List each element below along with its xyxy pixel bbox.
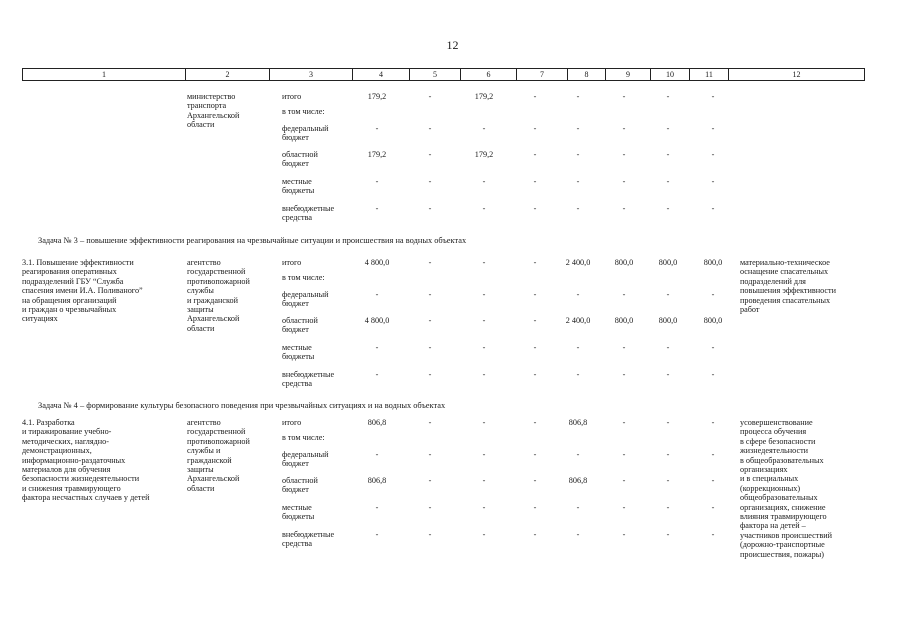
block-2-row-label: внебюджетные средства bbox=[282, 370, 335, 389]
block-2-value-cell: - bbox=[428, 258, 432, 267]
block-2-value-cell: - bbox=[622, 370, 626, 379]
block-2-value-cell: 800,0 bbox=[614, 258, 634, 267]
header-cell-6: 6 bbox=[461, 69, 517, 81]
block-2-value-cell: - bbox=[428, 316, 432, 325]
block-3-value-cell: - bbox=[533, 418, 537, 427]
block-1-value-cell: - bbox=[375, 204, 379, 213]
block-3-value-cell: - bbox=[428, 530, 432, 539]
block-2-result: материально-техническое оснащение спасательных подразделений для повышения эффективности проведения спасательных работ bbox=[740, 258, 836, 315]
block-3-value-cell: - bbox=[711, 530, 715, 539]
block-1-value-cell: - bbox=[622, 177, 626, 186]
block-3-value-cell: - bbox=[622, 418, 626, 427]
block-3-value-cell: - bbox=[375, 503, 379, 512]
block-2-row-label: местные бюджеты bbox=[282, 343, 315, 362]
block-1-value-cell: - bbox=[482, 124, 486, 133]
block-3-value-cell: - bbox=[666, 530, 670, 539]
block-2-value-cell: 800,0 bbox=[703, 258, 723, 267]
block-3-value-cell: 806,8 bbox=[367, 476, 387, 485]
block-2-responsible: агентство государственной противопожарной службы и гражданской защиты Архангельской области bbox=[187, 258, 250, 333]
block-1-value-cell: - bbox=[576, 92, 580, 101]
header-cell-2: 2 bbox=[186, 69, 270, 81]
block-3-value-cell: - bbox=[711, 418, 715, 427]
block-2-value-cell: 4 800,0 bbox=[364, 316, 390, 325]
block-1-value-cell: - bbox=[533, 204, 537, 213]
block-2-value-cell: - bbox=[428, 343, 432, 352]
block-1-value-cell: - bbox=[428, 124, 432, 133]
block-3-value-cell: - bbox=[482, 530, 486, 539]
block-3-value-cell: - bbox=[482, 503, 486, 512]
block-1-value-cell: - bbox=[576, 124, 580, 133]
block-3-value-cell: - bbox=[533, 503, 537, 512]
block-2-value-cell: - bbox=[666, 290, 670, 299]
block-3-result: усовершенствование процесса обучения в сфере безопасности жизнедеятельности в общеобразовательных организациях и в специальных (коррекционных) общеобразовательных организациях, снижение влияния травмирующего фактора на детей – участников происшествий (дорожно-транспортные происшествия, пожары) bbox=[740, 418, 832, 559]
block-2-value-cell: - bbox=[375, 343, 379, 352]
block-1-value-cell: - bbox=[666, 150, 670, 159]
column-number-header bbox=[22, 68, 865, 81]
header-cell-3: 3 bbox=[270, 69, 353, 81]
block-2-value-cell: - bbox=[576, 343, 580, 352]
block-2-row-label: итого bbox=[282, 258, 302, 267]
block-3-value-cell: - bbox=[666, 450, 670, 459]
block-3-value-cell: - bbox=[533, 530, 537, 539]
block-3-row-label: внебюджетные средства bbox=[282, 530, 335, 549]
block-1-value-cell: - bbox=[533, 124, 537, 133]
block-2-value-cell: - bbox=[482, 316, 486, 325]
header-cell-10: 10 bbox=[651, 69, 690, 81]
block-2-value-cell: - bbox=[428, 370, 432, 379]
block-3-value-cell: - bbox=[666, 418, 670, 427]
block-1-value-cell: - bbox=[622, 92, 626, 101]
block-3-value-cell: - bbox=[482, 476, 486, 485]
block-1-value-cell: - bbox=[576, 204, 580, 213]
block-2-value-cell: - bbox=[533, 290, 537, 299]
task-3-heading: Задача № 3 – повышение эффективности реагирования на чрезвычайные ситуации и происшествия на водных объектах bbox=[38, 236, 467, 245]
block-3-value-cell: - bbox=[482, 450, 486, 459]
block-1-value-cell: - bbox=[711, 92, 715, 101]
block-1-value-cell: - bbox=[576, 177, 580, 186]
block-1-row-label: местные бюджеты bbox=[282, 177, 315, 196]
block-1-value-cell: - bbox=[533, 150, 537, 159]
block-1-row-label: федеральный бюджет bbox=[282, 124, 329, 143]
block-3-value-cell: - bbox=[533, 476, 537, 485]
block-1-value-cell: - bbox=[666, 124, 670, 133]
block-2-row-label: в том числе: bbox=[282, 273, 325, 282]
header-cell-12: 12 bbox=[729, 69, 865, 81]
block-1-value-cell: - bbox=[666, 177, 670, 186]
block-2-value-cell: - bbox=[482, 343, 486, 352]
block-3-value-cell: - bbox=[622, 476, 626, 485]
header-cell-9: 9 bbox=[606, 69, 651, 81]
task-4-heading: Задача № 4 – формирование культуры безопасного поведения при чрезвычайных ситуациях и на водных объектах bbox=[38, 401, 446, 410]
block-1-value-cell: - bbox=[711, 150, 715, 159]
block-2-value-cell: - bbox=[576, 370, 580, 379]
block-1-value-cell: - bbox=[482, 177, 486, 186]
block-2-value-cell: 4 800,0 bbox=[364, 258, 390, 267]
block-3-value-cell: - bbox=[666, 503, 670, 512]
block-2-value-cell: - bbox=[482, 290, 486, 299]
block-3-value-cell: - bbox=[428, 450, 432, 459]
block-1-value-cell: 179,2 bbox=[474, 150, 494, 159]
block-2-value-cell: - bbox=[666, 343, 670, 352]
block-3-value-cell: - bbox=[622, 530, 626, 539]
block-2-value-cell: - bbox=[482, 258, 486, 267]
block-3-value-cell: - bbox=[375, 450, 379, 459]
block-3-value-cell: - bbox=[711, 503, 715, 512]
block-3-value-cell: - bbox=[428, 503, 432, 512]
block-1-row-label: внебюджетные средства bbox=[282, 204, 335, 223]
block-1-value-cell: 179,2 bbox=[367, 92, 387, 101]
block-2-value-cell: - bbox=[622, 290, 626, 299]
block-3-row-label: федеральный бюджет bbox=[282, 450, 329, 469]
block-1-value-cell: - bbox=[622, 150, 626, 159]
block-1-value-cell: - bbox=[428, 204, 432, 213]
block-1-value-cell: - bbox=[533, 177, 537, 186]
page-number: 12 bbox=[446, 38, 459, 52]
block-2-value-cell: - bbox=[375, 290, 379, 299]
block-2-value-cell: - bbox=[711, 343, 715, 352]
header-cell-7: 7 bbox=[517, 69, 568, 81]
block-1-value-cell: - bbox=[428, 177, 432, 186]
block-2-value-cell: 2 400,0 bbox=[565, 258, 591, 267]
block-1-value-cell: - bbox=[482, 204, 486, 213]
block-3-value-cell: - bbox=[533, 450, 537, 459]
block-1-value-cell: - bbox=[666, 204, 670, 213]
block-3-value-cell: - bbox=[576, 530, 580, 539]
block-2-value-cell: - bbox=[576, 290, 580, 299]
block-3-value-cell: - bbox=[666, 476, 670, 485]
block-1-value-cell: - bbox=[622, 124, 626, 133]
block-1-value-cell: - bbox=[533, 92, 537, 101]
block-1-row-label: областной бюджет bbox=[282, 150, 318, 169]
block-2-value-cell: - bbox=[428, 290, 432, 299]
block-2-value-cell: - bbox=[711, 370, 715, 379]
block-2-value-cell: - bbox=[533, 258, 537, 267]
block-2-value-cell: - bbox=[533, 370, 537, 379]
block-2-event-name: 3.1. Повышение эффективности реагирования оперативных подразделений ГБУ “Служба спасения имени И.А. Поливаного” на обращения организаций и граждан о чрезвычайных ситуациях bbox=[22, 258, 143, 324]
block-2-value-cell: - bbox=[533, 316, 537, 325]
header-cell-8: 8 bbox=[568, 69, 606, 81]
block-2-value-cell: 800,0 bbox=[658, 316, 678, 325]
block-1-value-cell: - bbox=[428, 92, 432, 101]
block-2-row-label: федеральный бюджет bbox=[282, 290, 329, 309]
block-3-row-label: в том числе: bbox=[282, 433, 325, 442]
block-1-value-cell: - bbox=[576, 150, 580, 159]
block-1-row-label: итого bbox=[282, 92, 302, 101]
block-1-value-cell: 179,2 bbox=[367, 150, 387, 159]
block-2-value-cell: 800,0 bbox=[614, 316, 634, 325]
block-3-value-cell: - bbox=[711, 476, 715, 485]
block-3-value-cell: - bbox=[622, 450, 626, 459]
block-2-value-cell: - bbox=[533, 343, 537, 352]
header-cell-4: 4 bbox=[353, 69, 410, 81]
block-3-responsible: агентство государственной противопожарной службы и гражданской защиты Архангельской области bbox=[187, 418, 250, 493]
block-1-value-cell: - bbox=[711, 177, 715, 186]
block-3-value-cell: - bbox=[428, 476, 432, 485]
block-3-value-cell: 806,8 bbox=[568, 476, 588, 485]
block-1-value-cell: - bbox=[711, 204, 715, 213]
block-3-value-cell: 806,8 bbox=[367, 418, 387, 427]
header-row bbox=[23, 69, 865, 81]
block-2-value-cell: 800,0 bbox=[703, 316, 723, 325]
block-3-value-cell: - bbox=[482, 418, 486, 427]
block-3-row-label: итого bbox=[282, 418, 302, 427]
header-cell-1: 1 bbox=[23, 69, 186, 81]
block-1-value-cell: - bbox=[711, 124, 715, 133]
block-2-value-cell: 800,0 bbox=[658, 258, 678, 267]
block-3-event-name: 4.1. Разработка и тиражирование учебно- методических, наглядно- демонстрационных, информационно-раздаточных материалов для обучения безопасности жизнедеятельности и снижения травмирующего фактора несчастных случаев у детей bbox=[22, 418, 150, 503]
block-2-value-cell: 2 400,0 bbox=[565, 316, 591, 325]
block-3-value-cell: - bbox=[428, 418, 432, 427]
block-2-row-label: областной бюджет bbox=[282, 316, 318, 335]
block-1-value-cell: - bbox=[428, 150, 432, 159]
header-cell-5: 5 bbox=[410, 69, 461, 81]
block-3-value-cell: - bbox=[375, 530, 379, 539]
block-1-value-cell: - bbox=[622, 204, 626, 213]
block-3-value-cell: - bbox=[576, 450, 580, 459]
block-3-value-cell: - bbox=[622, 503, 626, 512]
block-3-value-cell: - bbox=[711, 450, 715, 459]
block-2-value-cell: - bbox=[482, 370, 486, 379]
block-2-value-cell: - bbox=[666, 370, 670, 379]
block-3-row-label: местные бюджеты bbox=[282, 503, 315, 522]
block-1-row-label: в том числе: bbox=[282, 107, 325, 116]
block-3-row-label: областной бюджет bbox=[282, 476, 318, 495]
block-2-value-cell: - bbox=[622, 343, 626, 352]
header-cell-11: 11 bbox=[690, 69, 729, 81]
block-2-value-cell: - bbox=[711, 290, 715, 299]
block-3-value-cell: - bbox=[576, 503, 580, 512]
block-1-value-cell: - bbox=[375, 177, 379, 186]
block-3-value-cell: 806,8 bbox=[568, 418, 588, 427]
block-1-value-cell: - bbox=[375, 124, 379, 133]
block-1-responsible: министерство транспорта Архангельской области bbox=[187, 92, 240, 130]
block-1-value-cell: - bbox=[666, 92, 670, 101]
block-1-value-cell: 179,2 bbox=[474, 92, 494, 101]
block-2-value-cell: - bbox=[375, 370, 379, 379]
